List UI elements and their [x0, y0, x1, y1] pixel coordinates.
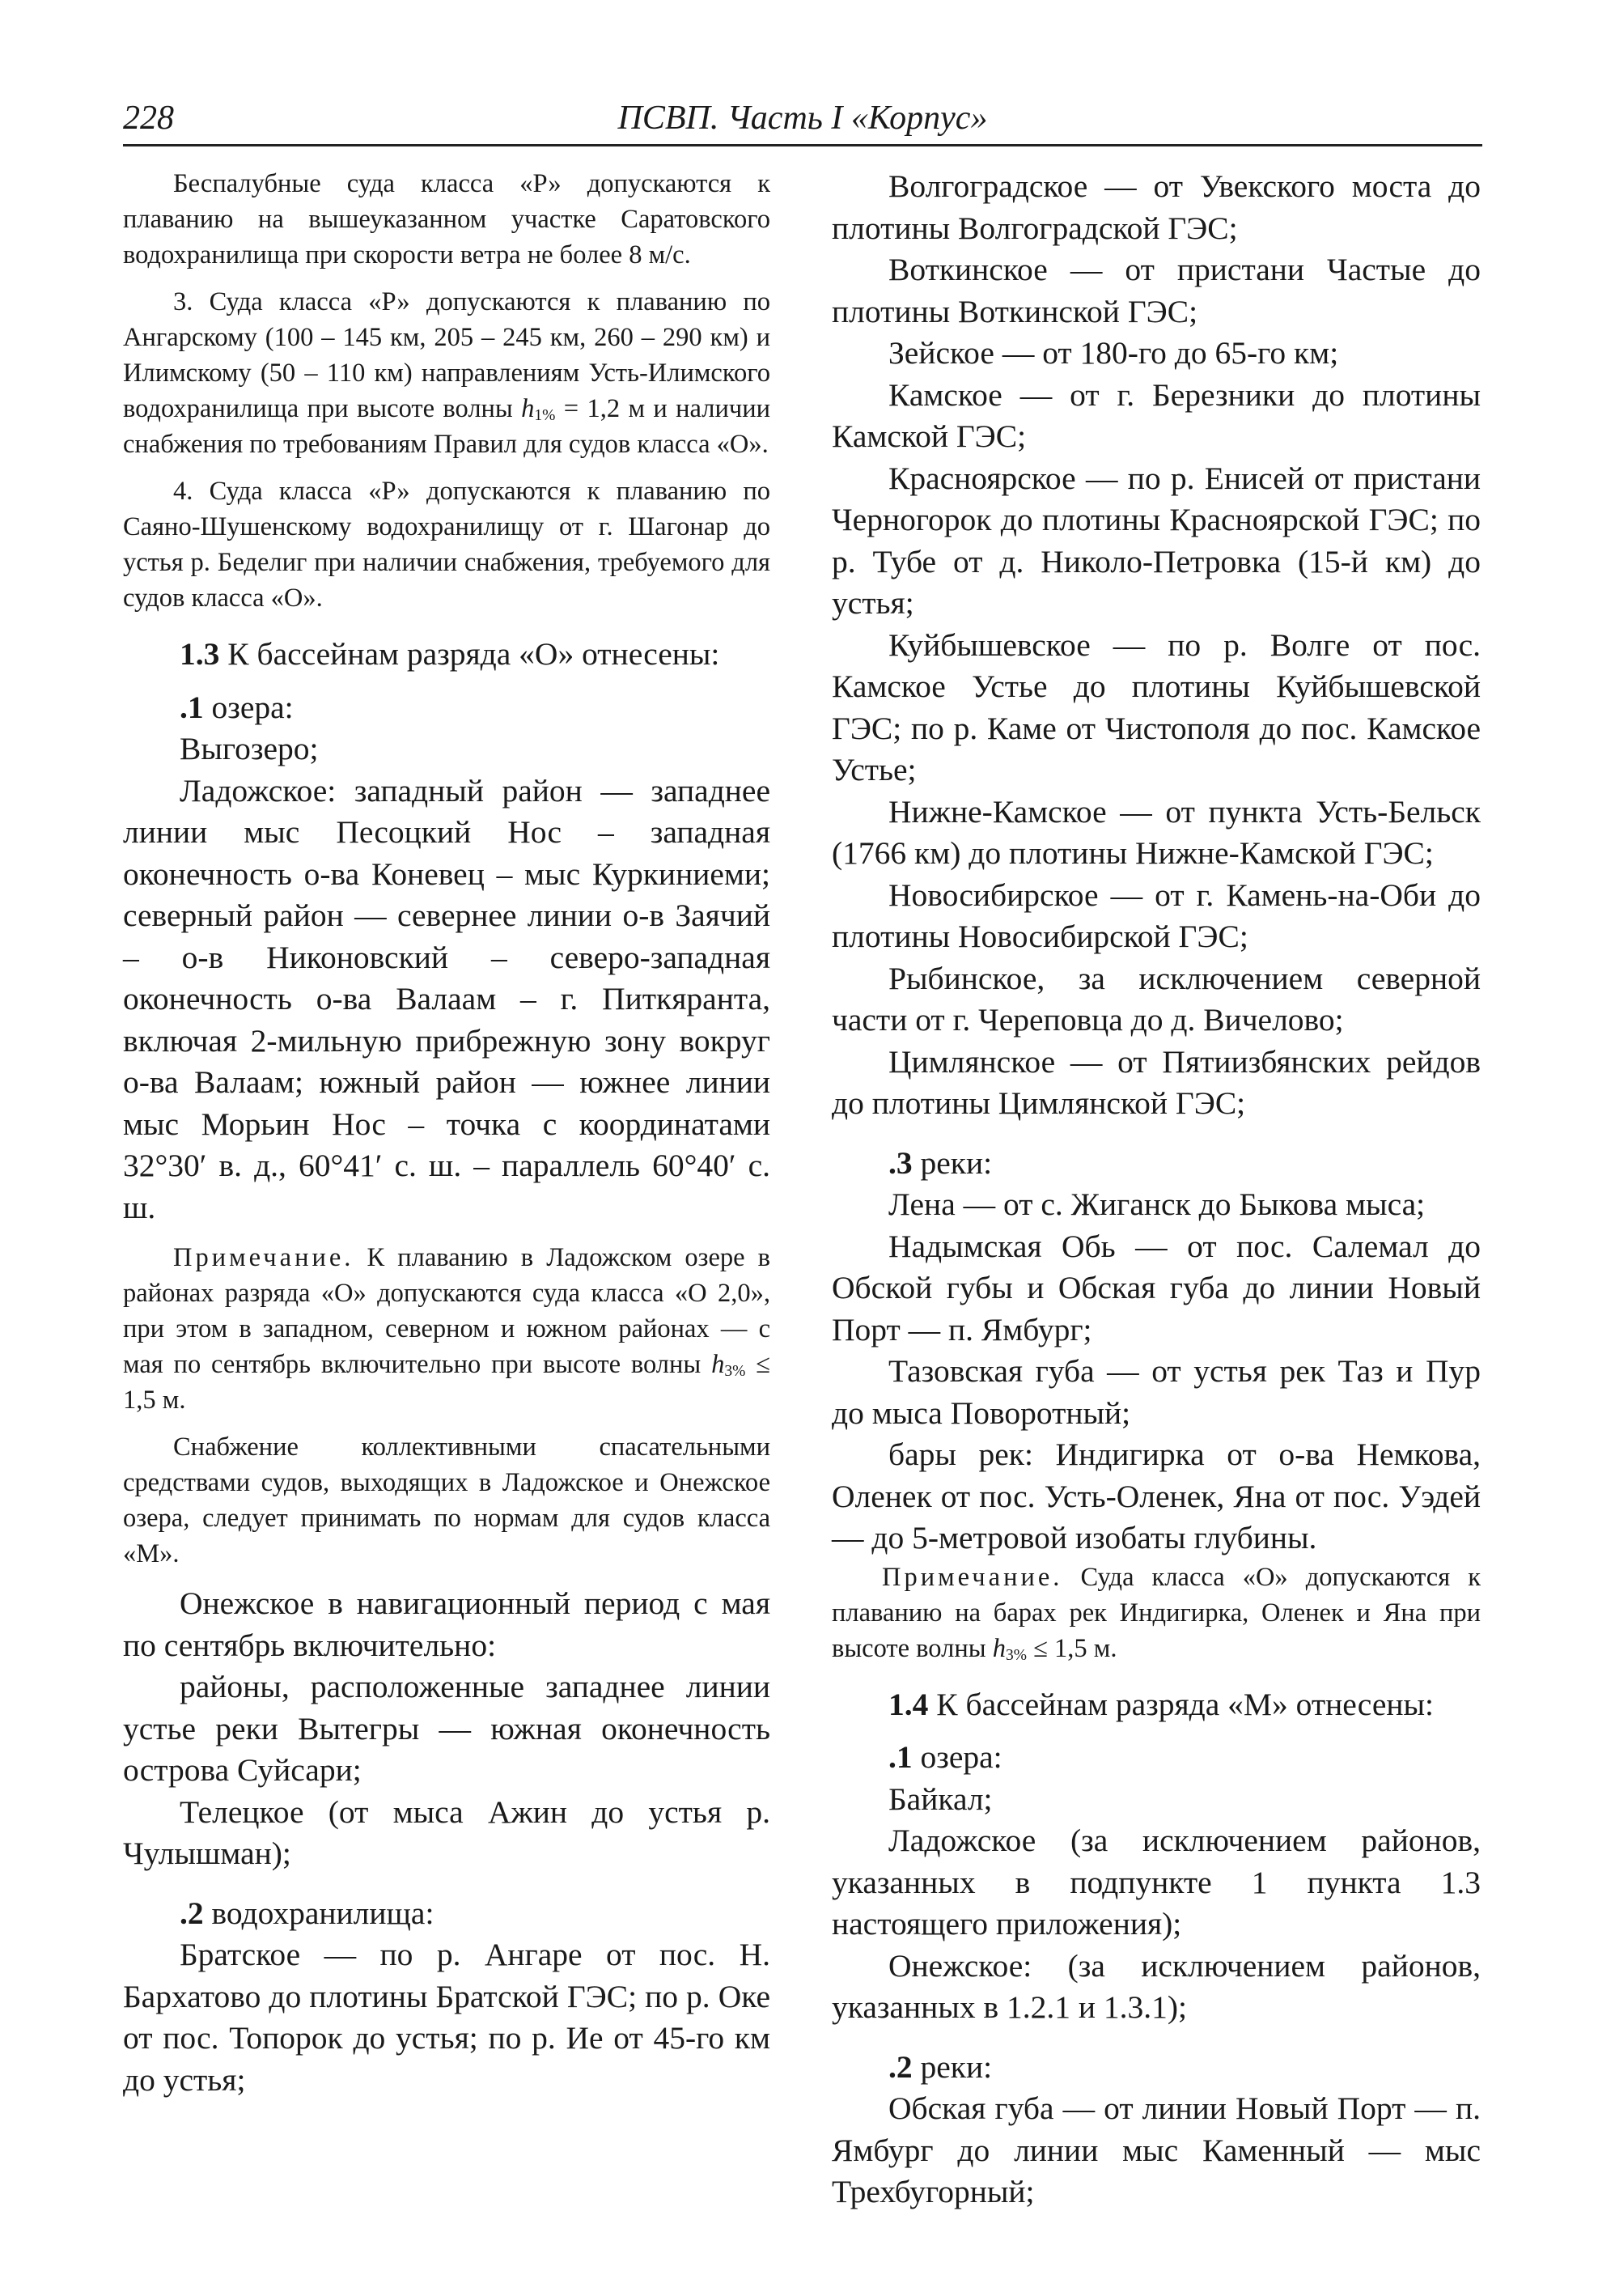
paragraph-clause-4: 4. Суда класса «Р» допускаются к плаванию по Саяно-Шушенскому водохранилищу от г. Шагонар до устья р. Беделиг при наличии снабжения, требуемого для судов класса «О». [123, 477, 770, 613]
note-bars: Примечание. Суда класса «О» допускаются к плаванию на барах рек Индигирка, Оленек и Яна при высоте волны $h_{3\%} \le 1,5$ м. [832, 1562, 1481, 1664]
river-nadym-ob: Надымская Обь — от пос. Салемал до Обской губы и Обская губа до линии Новый Порт — п. Ямбург; [832, 1228, 1481, 1347]
bay-taz: Тазовская губа — от устья рек Таз и Пур до мыса Поворотный; [832, 1353, 1481, 1431]
page-header [123, 91, 1482, 146]
lake-teletskoe: Телецкое (от мыса Ажин до устья р. Чулышман); [123, 1793, 770, 1871]
reservoir-kama: Камское — от г. Березники до плотины Камской ГЭС; [832, 376, 1481, 454]
lake-onega-m: Онежское: (за исключением районов, указанных в 1.2.1 и 1.3.1); [832, 1947, 1481, 2025]
paragraph-clause-3: 3. Суда класса «Р» допускаются к плаванию по Ангарскому (100 – 145 км, 205 – 245 км, 260 – 290 км) и Илимскому (50 – 110 км) направлениям Усть-Илимского водохранилища при высоте волны $h_{1\%} = 1,2$ м и наличии снабжения по требованиям Правил для судов класса «О». [123, 287, 770, 459]
reservoir-rybinsk: Рыбинское, за исключением северной части от г. Череповца до д. Вичелово; [832, 960, 1481, 1038]
reservoir-votkinsk: Воткинское — от пристани Частые до плотины Воткинской ГЭС; [832, 252, 1481, 329]
subsection-reservoirs: .2 водохранилища: [180, 1895, 434, 1931]
lake-ladoga-m: Ладожское (за исключением районов, указанных в подпункте 1 пункта 1.3 настоящего приложения); [832, 1823, 1481, 1942]
note-ladoga: Примечание. К плаванию в Ладожском озере в районах разряда «О» допускаются суда класса «О 2,0», при этом в западном, северном и южном районах — с мая по сентябрь включительно при высоте волны $h_{3\%} \le 1,5$ м. [123, 1243, 770, 1415]
left-column [123, 166, 770, 2101]
lake-onega: Онежское в навигационный период с мая по сентябрь включительно: [123, 1585, 770, 1663]
subsection-lakes-m: .1 озера: [888, 1739, 1002, 1775]
reservoir-novosibirsk: Новосибирское — от г. Камень-на-Оби до плотины Новосибирской ГЭС; [832, 876, 1481, 954]
section-1-3-heading: 1.3 К бассейнам разряда «О» отнесены: [180, 636, 720, 672]
note-equipment: Снабжение коллективными спасательными средствами судов, выходящих в Ладожское и Онежское озера, следует принимать по нормам для судов класса «М». [123, 1432, 770, 1568]
reservoir-tsimlyansk: Цимлянское — от Пятиизбянских рейдов до плотины Цимлянской ГЭС; [832, 1043, 1481, 1121]
section-1-4-heading: 1.4 К бассейнам разряда «М» отнесены: [888, 1686, 1435, 1722]
bay-ob: Обская губа — от линии Новый Порт — п. Ямбург до линии мыс Каменный — мыс Трехбугорный; [832, 2090, 1481, 2209]
reservoir-volgograd: Волгоградское — от Увекского моста до плотины Волгоградской ГЭС; [832, 168, 1481, 246]
subsection-rivers-2: .2 реки: [888, 2048, 993, 2085]
reservoir-krasnoyarsk: Красноярское — по р. Енисей от пристани Черногорок до плотины Красноярской ГЭС; по р. Тубе от д. Николо-Петровка (15-й км) до устья; [832, 460, 1481, 621]
lake-onega-areas: районы, расположенные западнее линии устье реки Вытегры — южная оконечность острова Суйсари; [123, 1669, 770, 1788]
lake-vygozero: Выгозеро; [180, 731, 319, 766]
subsection-lakes: .1 озера: [180, 689, 294, 725]
paragraph-open-deck-vessels: Беспалубные суда класса «Р» допускаются к плаванию на вышеуказанном участке Саратовского водохранилища при скорости ветра не более 8 м/с. [123, 169, 770, 269]
river-lena: Лена — от с. Жиганск до Быкова мыса; [888, 1186, 1426, 1222]
reservoir-kuibyshev: Куйбышевское — по р. Волге от пос. Камское Устье до плотины Куйбышевской ГЭС; по р. Каме от Чистополя до пос. Камское Устье; [832, 626, 1481, 787]
reservoir-zeya: Зейское — от 180-го до 65-го км; [888, 335, 1339, 371]
subsection-rivers-3: .3 реки: [888, 1144, 993, 1181]
river-bars: бары рек: Индигирка от о-ва Немкова, Оленек от пос. Усть-Оленек, Яна от пос. Уэдей — до 5-метровой изобаты глубины. [832, 1437, 1481, 1555]
page-number: 228 [123, 100, 174, 137]
lake-baikal: Байкал; [888, 1780, 993, 1817]
reservoir-nizhnekamsk: Нижне-Камское — от пункта Усть-Бельск (1766 км) до плотины Нижне-Камской ГЭС; [832, 793, 1481, 871]
lake-ladoga-areas: Ладожское: западный район — западнее линии мыс Песоцкий Нос – западная оконечность о-ва Коневец – мыс Куркиниеми; северный район — севернее линии о-в Заячий – о-в Никоновский – северо-западная оконечность о-ва Валаам – г. Питкяранта, включая 2-мильную прибрежную зону вокруг о-ва Валаам; южный район — южнее линии мыс Морьин Нос – точка с координатами 32°30′ в. д., 60°41′ с. ш. – параллель 60°40′ с. ш. [123, 772, 770, 1225]
reservoir-bratskoe: Братское — по р. Ангаре от пос. Н. Бархатово до плотины Братской ГЭС; по р. Оке от пос. Топорок до устья; по р. Ие от 45-го км до устья; [123, 1937, 770, 2098]
running-title: ПСВП. Часть I «Корпус» [617, 100, 988, 137]
right-column [832, 166, 1481, 2213]
